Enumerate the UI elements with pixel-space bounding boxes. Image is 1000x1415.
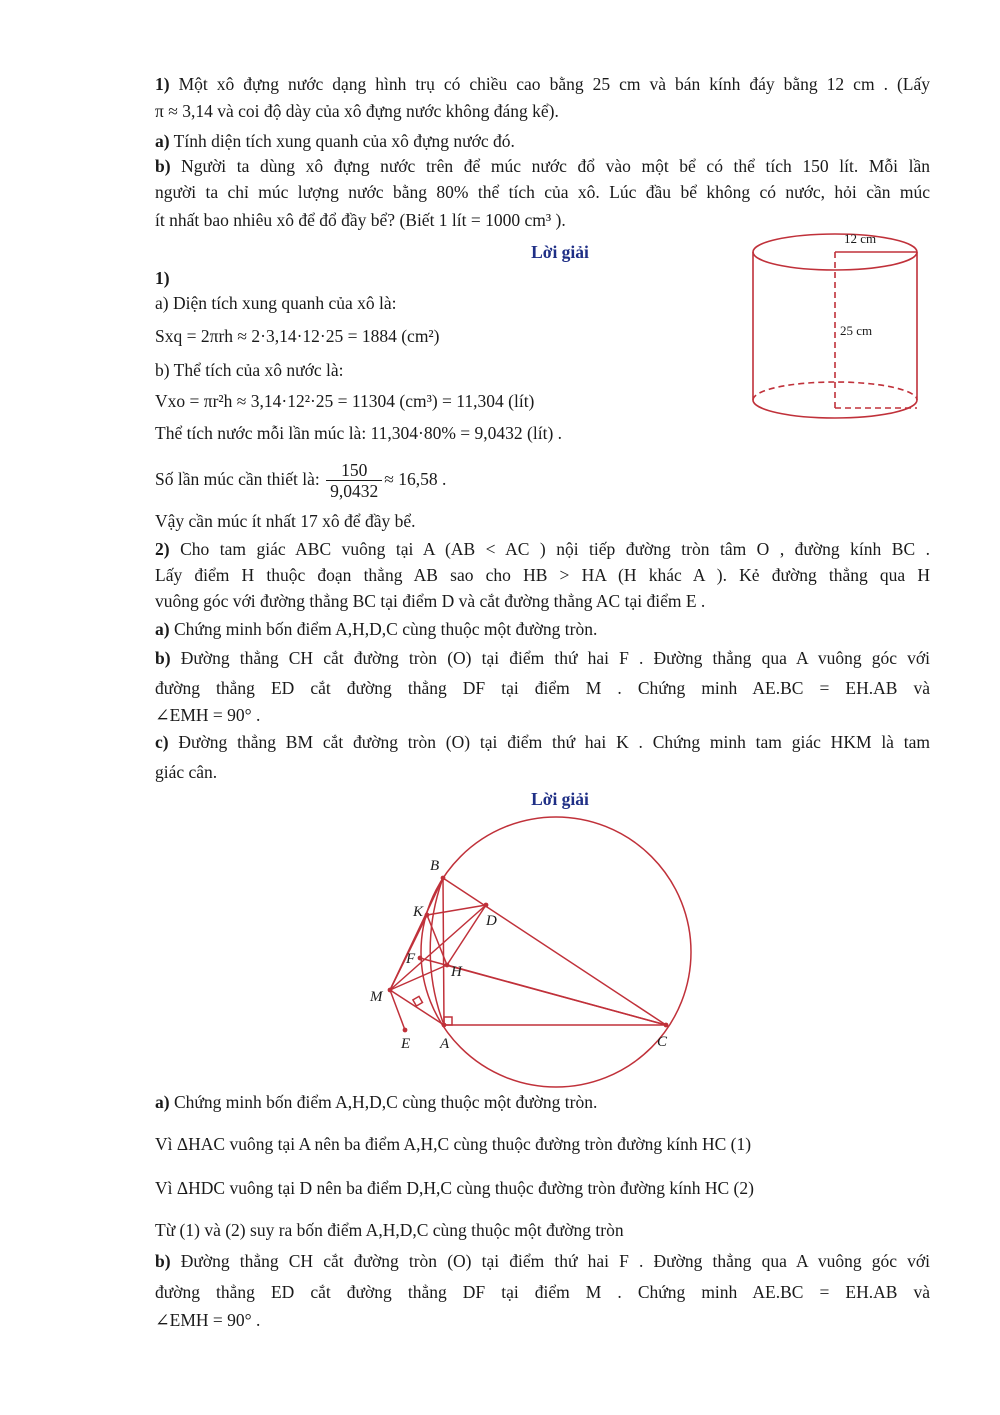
point-c [664, 1023, 669, 1028]
sol2-part-a-label: a) [155, 1092, 170, 1112]
problem1-part-b-line2: người ta chỉ múc lượng nước bằng 80% thể tích của xô. Lúc đầu bể không có nước, hỏi cần múc [155, 182, 930, 202]
point-k [425, 913, 430, 918]
solution1-b-formula: Vxo = πr²h ≈ 3,14·12²·25 = 11304 (cm³) = 11,304 (lít) [155, 391, 535, 411]
point-a [442, 1023, 447, 1028]
solution2-part-b-line1 [155, 1249, 930, 1273]
problem2-part-c-line2: giác cân. [155, 762, 218, 782]
label-h: H [451, 964, 462, 980]
solution1-heading: Lời giải [531, 242, 589, 262]
point-d [484, 903, 489, 908]
solution1-conclusion: Vậy cần múc ít nhất 17 xô để đầy bể. [155, 511, 416, 531]
count-fraction [326, 460, 382, 501]
point-m [388, 988, 393, 993]
point-f [418, 956, 423, 961]
p2-part-a-label: a) [155, 619, 170, 639]
point-h [445, 963, 450, 968]
label-c: C [657, 1034, 668, 1050]
sol2-part-b-label: b) [155, 1251, 171, 1271]
right-angle-m [413, 996, 423, 1006]
solution2-heading: Lời giải [531, 789, 589, 809]
problem1-part-a [155, 129, 930, 153]
count-label: Số lần múc cần thiết là: [155, 469, 325, 489]
solution2-line2: Vì ΔHDC vuông tại D nên ba điểm D,H,C cùng thuộc đường tròn đường kính HC (2) [155, 1178, 754, 1198]
p2-part-a-text: Chứng minh bốn điểm A,H,D,C cùng thuộc một đường tròn. [169, 619, 598, 639]
label-k: K [413, 904, 424, 920]
p2-part-b-text: Đường thẳng CH cắt đường tròn (O) tại điểm thứ hai F . Đường thẳng qua A vuông góc với [170, 648, 930, 668]
problem2-part-a [155, 617, 930, 641]
label-a: A [440, 1036, 450, 1052]
segment-md [390, 905, 486, 990]
p2-part-c-label: c) [155, 732, 169, 752]
label-m: M [370, 989, 383, 1005]
part-b-label: b) [155, 156, 171, 176]
solution1-a-formula: Sxq = 2πrh ≈ 2·3,14·12·25 = 1884 (cm²) [155, 326, 440, 346]
fraction-numerator: 150 [326, 460, 382, 481]
label-d: D [486, 913, 497, 929]
problem2-line3: vuông góc với đường thẳng BC tại điểm D và cắt đường thẳng AC tại điểm E . [155, 591, 706, 611]
problem2-part-b-line1 [155, 646, 930, 670]
problem2-part-b-line2: đường thẳng ED cắt đường thẳng DF tại điểm M . Chứng minh AE.BC = EH.AB và [155, 678, 930, 698]
problem2-part-b-line3: ∠EMH = 90° . [155, 705, 261, 725]
geometry-figure [360, 808, 710, 1088]
solution1-b-intro: b) Thể tích của xô nước là: [155, 360, 344, 380]
point-e [403, 1028, 408, 1033]
count-result: ≈ 16,58 . [384, 469, 447, 489]
solution2-part-b-line3: ∠EMH = 90° . [155, 1310, 261, 1330]
segment-mh [390, 965, 447, 990]
problem1-line1 [155, 72, 930, 96]
label-e: E [401, 1036, 411, 1052]
solution1-b-count [155, 455, 930, 503]
sol2-part-a-text: Chứng minh bốn điểm A,H,D,C cùng thuộc một đường tròn. [169, 1092, 598, 1112]
solution2-part-a [155, 1090, 930, 1114]
problem2-line1 [155, 537, 930, 561]
segment-ma [390, 990, 444, 1025]
label-f: F [406, 951, 416, 967]
label-b: B [430, 858, 440, 874]
segment-me [390, 990, 405, 1030]
problem1-number: 1) [155, 74, 170, 94]
problem2-part-c-line1 [155, 730, 930, 754]
point-b [441, 876, 446, 881]
problem1-line2: π ≈ 3,14 và coi độ dày của xô đựng nước không đáng kể). [155, 101, 559, 121]
solution2-part-b-line2: đường thẳng ED cắt đường thẳng DF tại điểm M . Chứng minh AE.BC = EH.AB và [155, 1282, 930, 1302]
sol2-part-b-text: Đường thẳng CH cắt đường tròn (O) tại điểm thứ hai F . Đường thẳng qua A vuông góc với [170, 1251, 930, 1271]
fraction-denominator: 9,0432 [330, 481, 379, 502]
part-a-label: a) [155, 131, 170, 151]
problem2-text: Cho tam giác ABC vuông tại A (AB < AC ) nội tiếp đường tròn tâm O , đường kính BC . [169, 539, 930, 559]
solution2-line3: Từ (1) và (2) suy ra bốn điểm A,H,D,C cùng thuộc một đường tròn [155, 1220, 624, 1240]
part-b-text: Người ta dùng xô đựng nước trên để múc nước đổ vào một bể có thể tích 150 lít. Mỗi lần [170, 156, 930, 176]
problem1-part-b-line1 [155, 154, 930, 178]
p2-part-c-text: Đường thẳng BM cắt đường tròn (O) tại điểm thứ hai K . Chứng minh tam giác HKM là tam [168, 732, 930, 752]
problem2-line2: Lấy điểm H thuộc đoạn thẳng AB sao cho HB > HA (H khác A ). Kẻ đường thẳng qua H [155, 565, 930, 585]
solution1-num-label: 1) [155, 268, 170, 288]
problem1-part-b-line3: ít nhất bao nhiêu xô để đổ đầy bể? (Biết 1 lít = 1000 cm³ ). [155, 210, 566, 230]
cylinder-radius-label: 12 cm [844, 231, 877, 246]
cylinder-height-label: 25 cm [840, 323, 873, 338]
solution2-line1: Vì ΔHAC vuông tại A nên ba điểm A,H,C cùng thuộc đường tròn đường kính HC (1) [155, 1134, 752, 1154]
triangle-abc [443, 878, 666, 1025]
solution1-b-each: Thể tích nước mỗi lần múc là: 11,304·80% = 9,0432 (lít) . [155, 423, 563, 443]
problem2-number: 2) [155, 539, 170, 559]
cylinder-figure [752, 222, 932, 440]
p2-part-b-label: b) [155, 648, 171, 668]
part-a-text: Tính diện tích xung quanh của xô đựng nước đó. [169, 131, 515, 151]
solution1-a-intro: a) Diện tích xung quanh của xô là: [155, 293, 397, 313]
problem1-text: Một xô đựng nước dạng hình trụ có chiều cao bằng 25 cm và bán kính đáy bằng 12 cm . (Lấy [169, 74, 930, 94]
